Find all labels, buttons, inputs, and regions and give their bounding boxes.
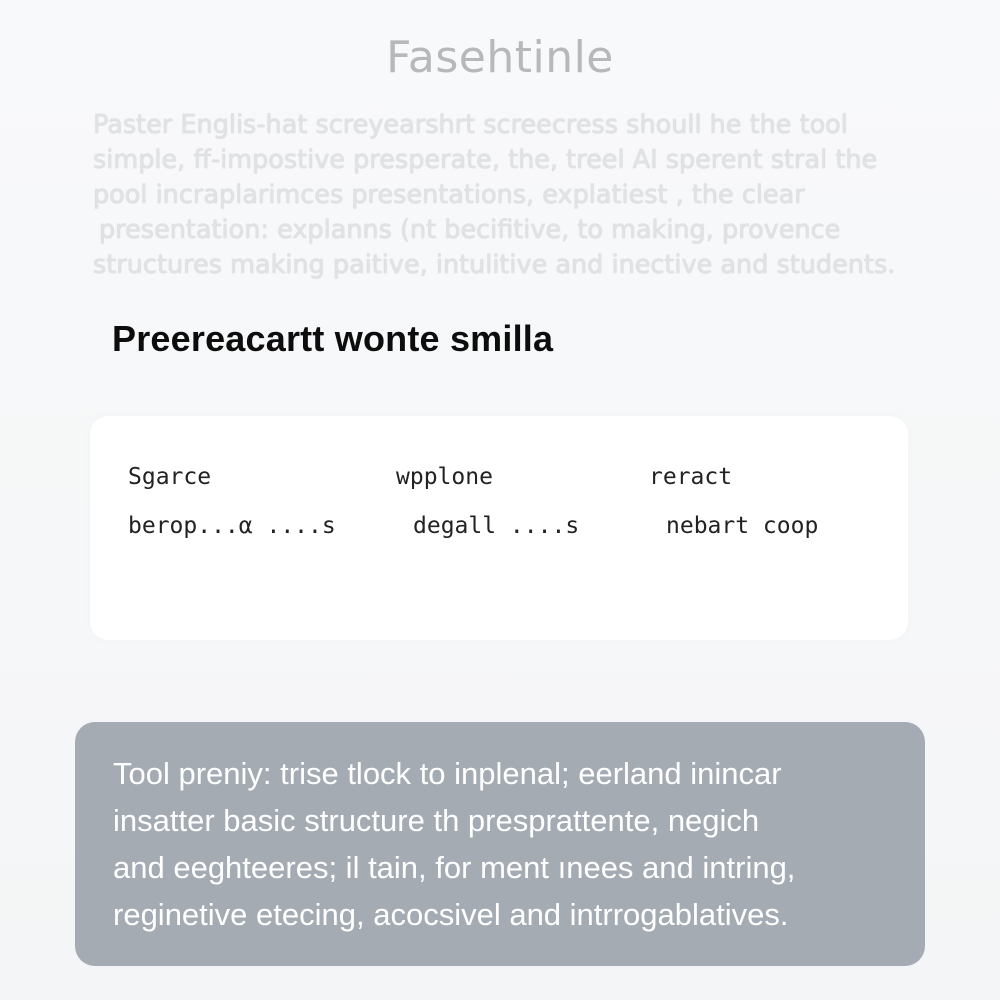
- note-line: insatter basic structure th presprattente, negich: [113, 803, 760, 838]
- tool-note-panel: [75, 722, 925, 966]
- page-title: Fasehtinle: [386, 32, 614, 83]
- intro-line: simple, ff-impostive presperate, the, treel AI sperent stral the: [93, 145, 878, 175]
- column-header: reract: [649, 464, 733, 490]
- section-heading: Preereacartt wonte smilla: [112, 318, 554, 359]
- tool-note-text: [113, 750, 913, 938]
- note-line: Tool preniy: trise tlock to inplenal; eerland inincar: [113, 756, 782, 791]
- table-cell: degall ....s: [413, 513, 580, 539]
- table-cell: berop...α ....s: [128, 513, 336, 539]
- column-header: Sgarce: [128, 464, 212, 490]
- data-card: [90, 416, 908, 640]
- note-line: and eeghteeres; il tain, for ment ınees and intring,: [113, 850, 796, 885]
- intro-line: pool incraplarimces presentations, explatiest , the clear: [93, 180, 805, 210]
- intro-line: Paster Englis-hat screyearshrt screecress shoull he the tool: [93, 110, 848, 140]
- note-line: reginetive eteсing, acocsivel and intrrogablatives.: [113, 897, 789, 932]
- intro-line: structures making paitive, intulitive and inective and students.: [93, 250, 896, 280]
- column-header: wpplone: [396, 464, 493, 490]
- intro-paragraph: [93, 108, 933, 283]
- intro-line: presentation: explanns (nt becifitive, to making, provence: [99, 215, 841, 245]
- table-cell: nebart coop: [666, 513, 819, 539]
